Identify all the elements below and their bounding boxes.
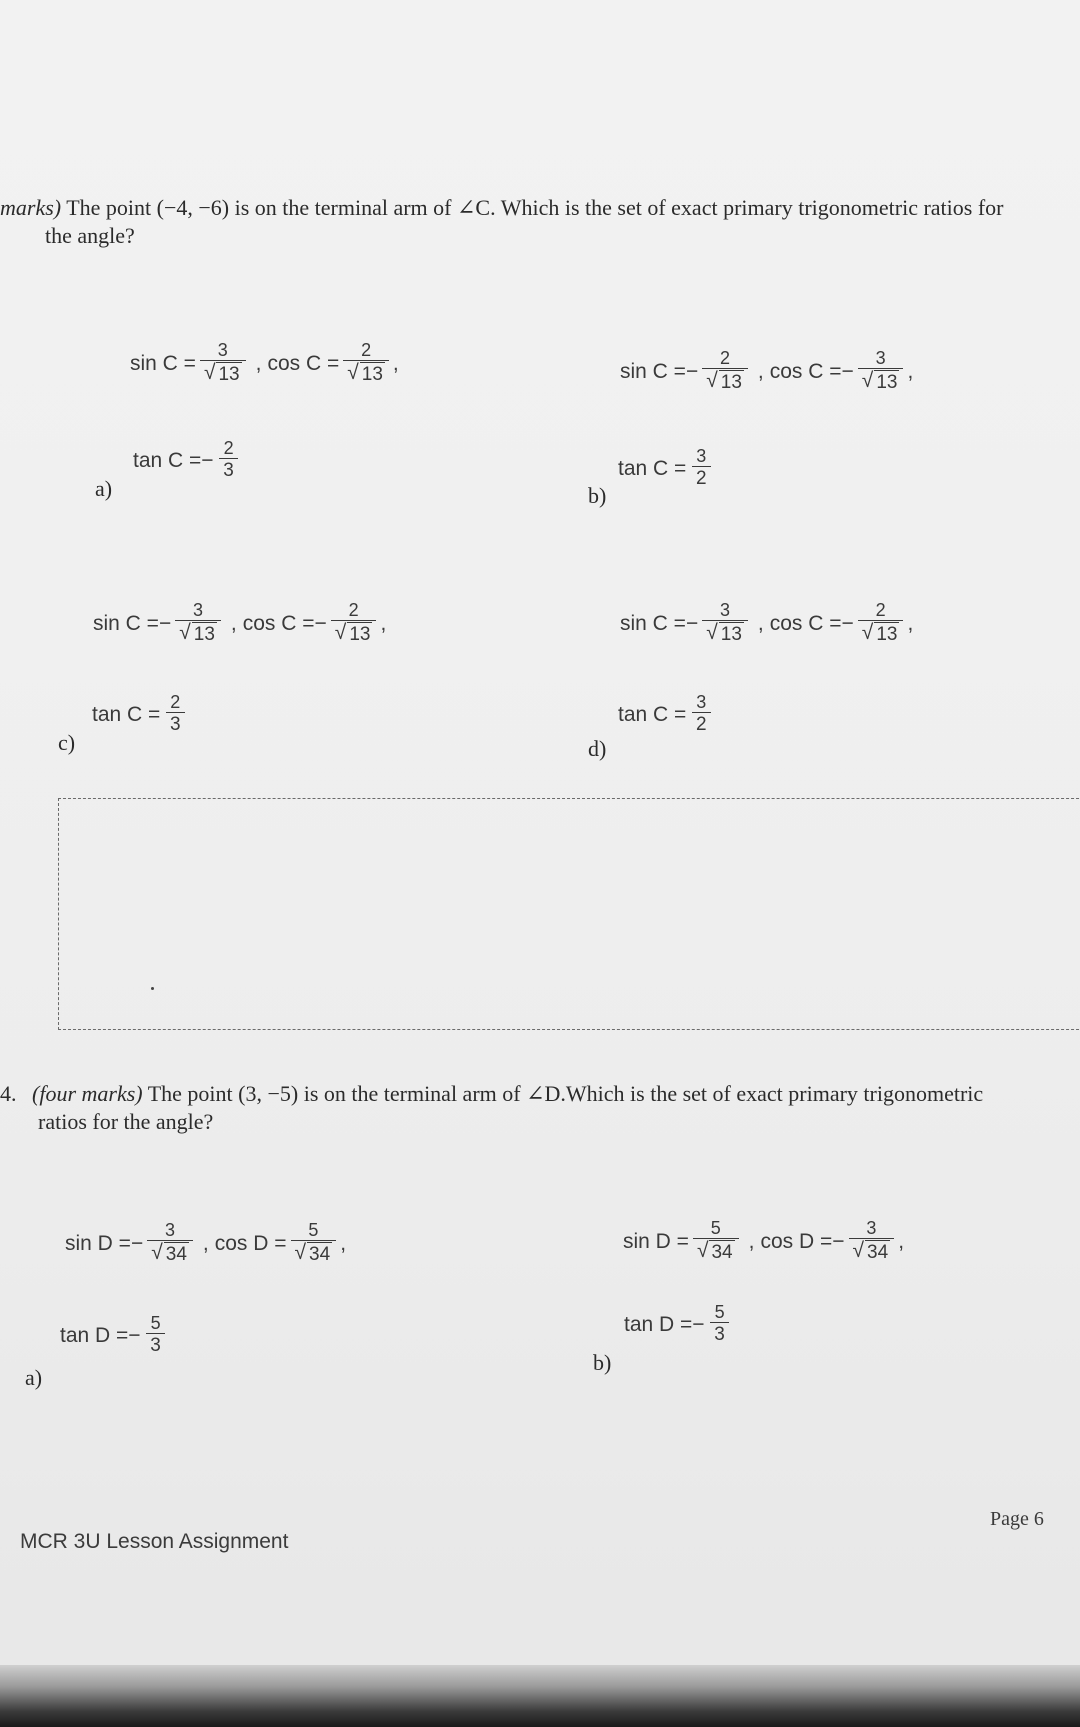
- q3-c-sin-label: sin C =: [93, 611, 159, 635]
- question-4-number: 4.: [0, 1081, 17, 1106]
- q4-a-sin-cos: [65, 1220, 346, 1267]
- q4-b-tan-num: 5: [714, 1302, 725, 1322]
- q3-c-sin-fraction: [175, 600, 221, 647]
- radical-icon: √: [334, 621, 347, 644]
- q3-b-sin-radicand: 13: [720, 372, 742, 393]
- q3-a-tan-den: 3: [219, 458, 238, 483]
- radical-icon: √: [861, 369, 874, 392]
- q3-b-tan-label: tan C =: [618, 456, 687, 480]
- pen-mark: [151, 987, 154, 990]
- q4-b-sin-fraction: [693, 1218, 739, 1265]
- q3-d-tan-num: 3: [696, 692, 707, 712]
- q4-a-sin-radicand: 34: [165, 1244, 187, 1265]
- q4-a-sin-label: sin D =: [65, 1231, 131, 1255]
- q3-d-sin-radicand: 13: [720, 624, 742, 645]
- radical-icon: √: [347, 361, 359, 384]
- answer-box[interactable]: [58, 798, 1080, 1030]
- q4-a-tan-fraction: [145, 1313, 167, 1358]
- q3-a-tan-label: tan C =: [133, 448, 202, 472]
- q3-b-cos-sign: −: [841, 359, 854, 383]
- q4-a-cos-label: cos D =: [214, 1231, 287, 1255]
- q4-b-tan-fraction: [709, 1302, 731, 1347]
- q4-a-sin-fraction: [147, 1220, 193, 1267]
- q4-b-cos-num: 3: [866, 1218, 877, 1238]
- q3-d-sin-label: sin C =: [620, 611, 686, 635]
- q3-c-sin-radicand: 13: [193, 624, 215, 645]
- q4-a-cos-radicand: 34: [309, 1244, 331, 1265]
- q3-a-tan-fraction: [218, 438, 240, 483]
- q3-d-tan-den: 2: [692, 712, 711, 737]
- radical-icon: √: [203, 361, 216, 384]
- question-3-line-1: [0, 194, 1080, 222]
- q3-d-tan-label: tan C =: [618, 702, 687, 726]
- q3-d-tan: [618, 692, 716, 737]
- q3-c-sin-sign: −: [158, 611, 172, 635]
- question-3-text: The point (−4, −6) is on the terminal arm of ∠C. Which is the set of exact primary trigonometric ratios for: [66, 195, 1004, 220]
- q4-b-cos-radicand: 34: [867, 1242, 889, 1263]
- radical-icon: √: [294, 1241, 307, 1264]
- q3-d-sin-fraction: [702, 600, 748, 647]
- comma: ,: [230, 611, 237, 635]
- q3-b-cos-num: 3: [875, 348, 886, 368]
- q3-a-tan: [133, 438, 244, 483]
- q3-d-cos-fraction: [858, 600, 904, 647]
- question-4-line-2: ratios for the angle?: [38, 1109, 214, 1134]
- q3-c-tan-label: tan C =: [92, 702, 161, 726]
- q3-a-sin-label: sin C =: [130, 351, 196, 375]
- q3-b-tan: [618, 446, 716, 491]
- q3-c-tan-fraction: [164, 692, 186, 737]
- q3-a-cos-fraction: [343, 340, 389, 387]
- radical-icon: √: [696, 1239, 709, 1262]
- q3-c-cos-fraction: [331, 600, 377, 647]
- q3-b-tan-num: 3: [696, 446, 707, 466]
- q3-c-sin-den: [175, 620, 221, 647]
- comma: ,: [340, 1231, 347, 1255]
- q3-b-cos-label: cos C =: [769, 359, 842, 383]
- q3-a-cos-num: 2: [361, 340, 372, 360]
- q3-a-cos-label: cos C =: [267, 351, 340, 375]
- q3-a-sin-num: 3: [217, 340, 228, 360]
- comma: ,: [907, 611, 914, 635]
- q3-b-cos-radicand: 13: [876, 372, 898, 393]
- q3-b-sin-cos: [620, 348, 913, 395]
- q4-option-b-label[interactable]: b): [593, 1350, 612, 1375]
- question-3-line-2: the angle?: [45, 223, 135, 248]
- q3-d-cos-den: [858, 620, 904, 647]
- q3-a-sin-cos: [130, 340, 399, 387]
- photo-edge-shadow: [0, 1665, 1080, 1727]
- q3-a-cos-den: [343, 360, 389, 387]
- q3-d-cos-num: 2: [875, 600, 886, 620]
- q4-a-sin-num: 3: [165, 1220, 176, 1240]
- radical-icon: √: [706, 369, 718, 392]
- q3-b-cos-den: [858, 368, 904, 395]
- q3-b-cos-fraction: [858, 348, 904, 395]
- q3-b-tan-fraction: [690, 446, 712, 491]
- question-4-marks: (four marks): [32, 1081, 143, 1106]
- q4-b-tan-sign: −: [692, 1312, 705, 1336]
- question-4-line-1: [0, 1080, 1080, 1108]
- course-footer: MCR 3U Lesson Assignment: [20, 1530, 289, 1553]
- q3-d-tan-fraction: [690, 692, 712, 737]
- q4-b-cos-label: cos D =: [760, 1229, 833, 1253]
- radical-icon: √: [179, 621, 191, 644]
- q4-a-tan-sign: −: [128, 1323, 141, 1347]
- q4-a-tan-label: tan D =: [60, 1323, 129, 1347]
- q4-b-tan-label: tan D =: [624, 1312, 693, 1336]
- q3-d-sin-num: 3: [720, 600, 731, 620]
- q3-b-sin-den: [702, 368, 748, 395]
- q3-a-sin-fraction: [200, 340, 246, 387]
- q3-option-c-label[interactable]: c): [58, 730, 76, 755]
- q3-b-tan-den: 2: [692, 466, 711, 491]
- q3-c-cos-num: 2: [348, 600, 359, 620]
- q4-a-cos-den: [291, 1240, 337, 1267]
- comma: ,: [255, 351, 262, 375]
- comma: ,: [202, 1231, 209, 1255]
- q3-c-cos-label: cos C =: [242, 611, 315, 635]
- q3-c-tan-den: 3: [166, 712, 185, 737]
- q4-a-tan: [60, 1313, 171, 1358]
- q3-d-sin-sign: −: [685, 611, 699, 635]
- radical-icon: √: [706, 621, 718, 644]
- q4-option-a-label[interactable]: a): [25, 1365, 43, 1390]
- radical-icon: √: [852, 1239, 865, 1262]
- q3-d-cos-radicand: 13: [876, 624, 898, 645]
- q3-option-a-label[interactable]: a): [95, 476, 113, 501]
- q3-b-sin-fraction: [702, 348, 748, 395]
- page-number: Page 6: [990, 1508, 1044, 1530]
- q3-b-sin-num: 2: [720, 348, 731, 368]
- q4-b-sin-num: 5: [710, 1218, 721, 1238]
- question-3-marks: marks): [0, 195, 62, 220]
- comma: ,: [907, 359, 914, 383]
- q4-a-sin-sign: −: [130, 1231, 144, 1255]
- comma: ,: [392, 351, 399, 375]
- q3-a-sin-radicand: 13: [218, 364, 240, 385]
- q4-b-tan-den: 3: [710, 1322, 729, 1347]
- q3-c-cos-radicand: 13: [349, 624, 371, 645]
- q3-c-sin-num: 3: [193, 600, 204, 620]
- q4-b-sin-label: sin D =: [623, 1229, 689, 1253]
- comma: ,: [757, 359, 764, 383]
- q3-d-sin-den: [702, 620, 748, 647]
- radical-icon: √: [151, 1241, 163, 1264]
- q4-b-sin-den: [693, 1238, 739, 1265]
- q3-c-cos-sign: −: [314, 611, 327, 635]
- q3-d-cos-label: cos C =: [769, 611, 842, 635]
- q4-b-sin-cos: [623, 1218, 904, 1265]
- q3-d-sin-cos: [620, 600, 913, 647]
- q4-a-tan-den: 3: [146, 1333, 165, 1358]
- comma: ,: [898, 1229, 905, 1253]
- comma: ,: [757, 611, 764, 635]
- q4-a-tan-num: 5: [150, 1313, 161, 1333]
- q3-c-tan-num: 2: [170, 692, 181, 712]
- q4-a-cos-fraction: [291, 1220, 337, 1267]
- q4-b-cos-sign: −: [832, 1229, 845, 1253]
- q4-a-cos-num: 5: [308, 1220, 319, 1240]
- q3-option-d-label[interactable]: d): [588, 736, 607, 761]
- q4-b-sin-radicand: 34: [711, 1242, 733, 1263]
- question-4-text: The point (3, −5) is on the terminal arm of ∠D.Which is the set of exact primary trigonometric: [147, 1081, 984, 1106]
- comma: ,: [380, 611, 387, 635]
- q3-d-cos-sign: −: [841, 611, 854, 635]
- q3-c-cos-den: [331, 620, 377, 647]
- q3-c-sin-cos: [93, 600, 386, 647]
- q3-option-b-label[interactable]: b): [588, 483, 607, 508]
- q4-b-tan: [624, 1302, 735, 1347]
- q3-a-tan-num: 2: [223, 438, 234, 458]
- q4-b-cos-fraction: [849, 1218, 895, 1265]
- q3-a-cos-radicand: 13: [361, 364, 383, 385]
- comma: ,: [748, 1229, 755, 1253]
- q3-b-sin-label: sin C =: [620, 359, 686, 383]
- q4-b-cos-den: [849, 1238, 895, 1265]
- q3-a-tan-sign: −: [201, 448, 214, 472]
- radical-icon: √: [861, 621, 874, 644]
- q3-b-sin-sign: −: [685, 359, 699, 383]
- q3-a-sin-den: [200, 360, 246, 387]
- q4-a-sin-den: [147, 1240, 193, 1267]
- q3-c-tan: [92, 692, 190, 737]
